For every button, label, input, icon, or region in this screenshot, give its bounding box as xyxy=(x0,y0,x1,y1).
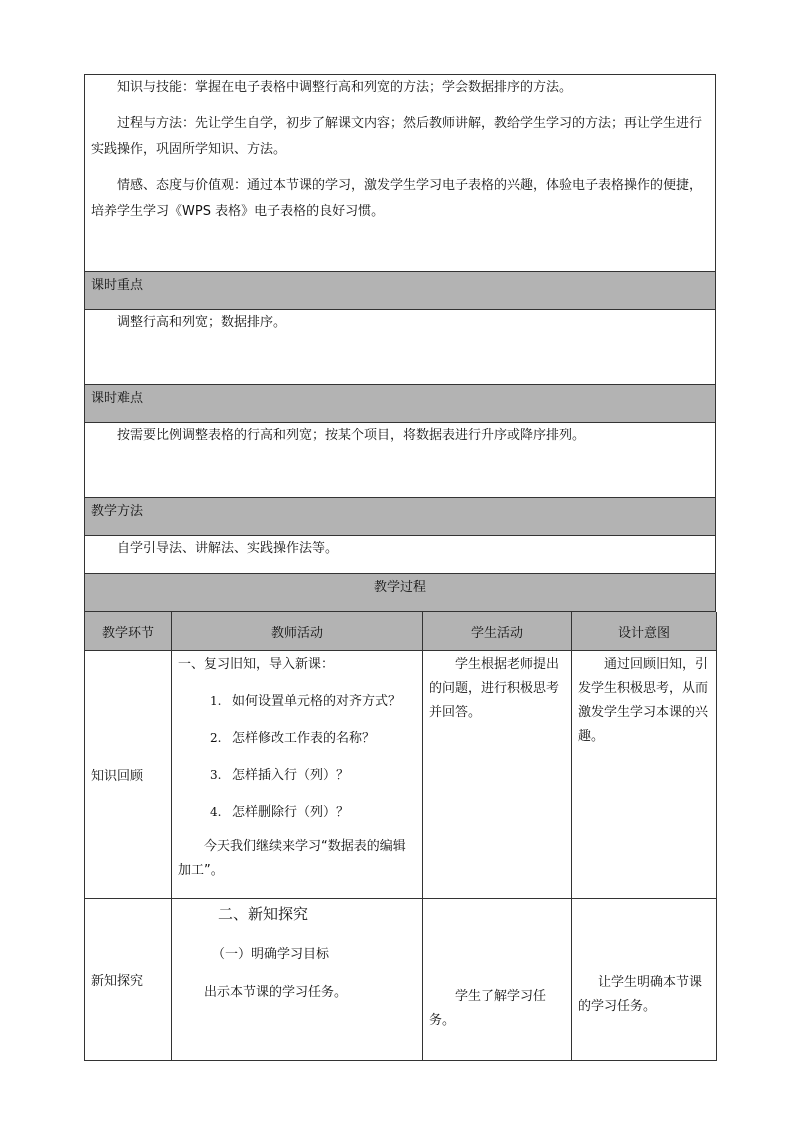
question-number: 4. xyxy=(210,805,222,819)
review-question-2 xyxy=(178,726,416,751)
key-points-body: 调整行高和列宽；数据排序。 xyxy=(117,315,287,330)
process-table xyxy=(84,612,717,1061)
question-number: 1. xyxy=(210,694,222,708)
question-number: 2. xyxy=(210,731,222,745)
review-outro: 今天我们继续来学习“数据表的编辑加工”。 xyxy=(178,839,406,878)
design-intent-explore: 让学生明确本节课的学习任务。 xyxy=(572,899,717,1061)
column-header-stage: 教学环节 xyxy=(85,612,172,651)
explore-subheading: （一）明确学习目标 xyxy=(212,947,330,962)
question-number: 3. xyxy=(210,768,222,782)
review-question-3 xyxy=(178,763,416,788)
question-text: 怎样修改工作表的名称？ xyxy=(232,731,376,746)
stage-review: 知识回顾 xyxy=(85,651,172,899)
table-row-explore xyxy=(85,899,717,1061)
difficulties-section xyxy=(84,423,716,498)
column-header-student: 学生活动 xyxy=(423,612,572,651)
methods-section xyxy=(84,536,716,574)
methods-body: 自学引导法、讲解法、实践操作法等。 xyxy=(117,541,339,556)
review-question-1 xyxy=(178,689,416,714)
design-intent-review: 通过回顾旧知，引发学生积极思考，从而激发学生学习本课的兴趣。 xyxy=(572,651,717,899)
student-activity-review: 学生根据老师提出的问题，进行积极思考并回答。 xyxy=(423,651,572,899)
explore-body: 出示本节课的学习任务。 xyxy=(204,985,348,1000)
review-intro: 一、复习旧知，导入新课： xyxy=(178,657,335,672)
process-header-row xyxy=(85,612,717,651)
review-question-4 xyxy=(178,800,416,825)
table-row-review xyxy=(85,651,717,899)
lesson-plan-document xyxy=(84,74,716,1061)
process-title: 教学过程 xyxy=(84,574,716,612)
objective-knowledge: 知识与技能：掌握在电子表格中调整行高和列宽的方法；学会数据排序的方法。 xyxy=(117,80,573,95)
question-text: 怎样删除行（列）？ xyxy=(232,805,350,820)
methods-heading: 教学方法 xyxy=(84,498,716,536)
question-text: 如何设置单元格的对齐方式？ xyxy=(232,694,402,709)
objective-attitude: 情感、态度与价值观：通过本节课的学习，激发学生学习电子表格的兴趣，体验电子表格操作的便捷，培养学生学习《WPS 表格》电子表格的良好习惯。 xyxy=(91,178,703,219)
question-text: 怎样插入行（列）？ xyxy=(232,768,350,783)
teacher-activity-review xyxy=(172,651,423,899)
teacher-activity-explore xyxy=(172,899,423,1061)
stage-explore: 新知探究 xyxy=(85,899,172,1061)
objective-process: 过程与方法：先让学生自学，初步了解课文内容；然后教师讲解，教给学生学习的方法；再让学生进行实践操作，巩固所学知识、方法。 xyxy=(91,116,703,157)
difficulties-heading: 课时难点 xyxy=(84,385,716,423)
difficulties-body: 按需要比例调整表格的行高和列宽；按某个项目，将数据表进行升序或降序排列。 xyxy=(117,428,586,443)
key-points-section xyxy=(84,310,716,385)
student-activity-explore: 学生了解学习任务。 xyxy=(423,899,572,1061)
explore-heading: 二、新知探究 xyxy=(218,905,309,923)
objectives-section xyxy=(84,74,716,272)
column-header-intent: 设计意图 xyxy=(572,612,717,651)
key-points-heading: 课时重点 xyxy=(84,272,716,310)
column-header-teacher: 教师活动 xyxy=(172,612,423,651)
